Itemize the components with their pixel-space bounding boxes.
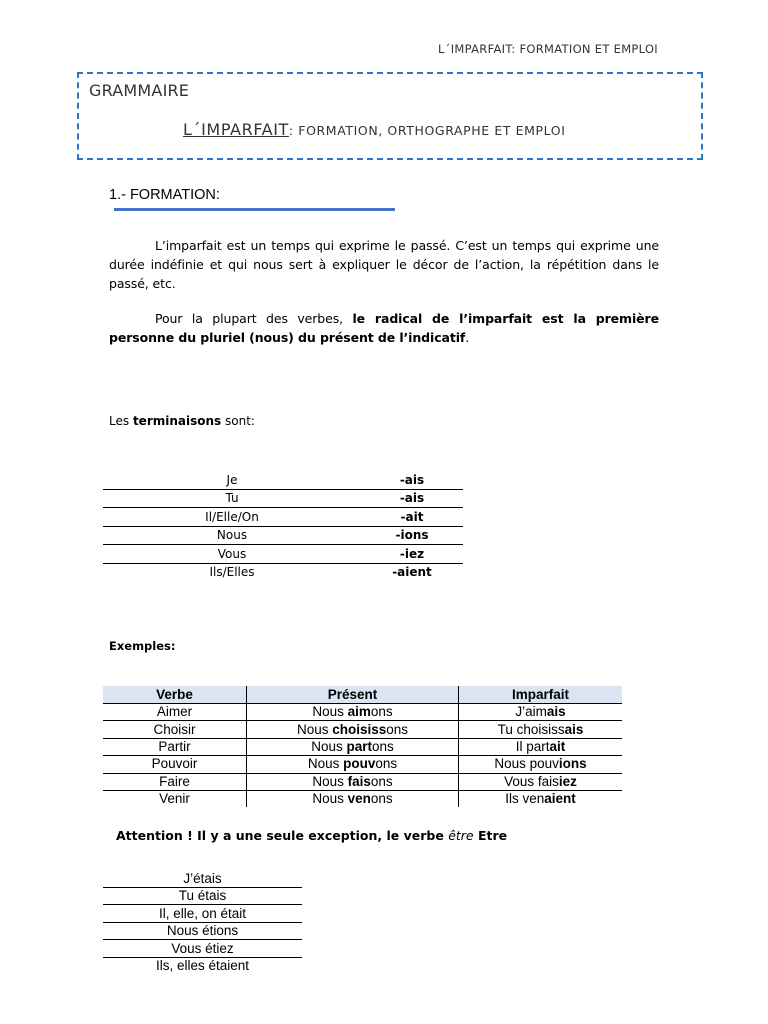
imperfect-ending: ais [564, 721, 584, 737]
imperfect-ending: aient [544, 791, 576, 807]
pronoun-cell: Je [103, 471, 361, 489]
document-title [183, 120, 566, 139]
attention-italic: être [448, 828, 474, 843]
ending-cell: -aient [392, 565, 432, 580]
terminaisons-label-bold: terminaisons [132, 414, 222, 428]
imperfect-stem: Il part [515, 738, 550, 754]
column-header-present: Présent [247, 686, 459, 704]
document-title-rest: : FORMATION, ORTHOGRAPHE ET EMPLOI [288, 123, 566, 138]
present-prefix: Nous [307, 756, 344, 772]
etre-form-cell: Nous étions [103, 922, 302, 940]
present-prefix: Nous [312, 773, 348, 789]
imperfect-ending: ait [549, 738, 566, 754]
terminaisons-label-post: sont: [221, 414, 255, 428]
present-cell [247, 704, 459, 721]
imperfect-stem: Ils ven [505, 791, 545, 807]
attention-text: Attention ! Il y a une seule exception, le verbe [116, 828, 449, 843]
column-header-imperfect: Imparfait [459, 686, 623, 704]
ending-cell: -ais [361, 489, 463, 508]
ending-row [103, 471, 463, 489]
imperfect-ending: ions [558, 756, 587, 772]
etre-row [103, 940, 302, 958]
example-row [103, 738, 622, 755]
pronoun-cell: Ils/Elles [209, 565, 255, 580]
imperfect-stem: J’aim [515, 704, 547, 720]
section-kicker: GRAMMAIRE [89, 81, 190, 100]
etre-row [103, 905, 302, 923]
verb-cell: Partir [103, 738, 247, 755]
imperfect-cell [459, 756, 623, 773]
section-rule [114, 208, 395, 211]
present-prefix: Nous [312, 704, 348, 720]
title-box [77, 72, 703, 160]
etre-row [103, 870, 302, 887]
example-row [103, 773, 622, 790]
etre-conjugation-table [103, 870, 302, 974]
examples-label: Exemples: [109, 639, 176, 653]
attention-tail: Etre [473, 828, 508, 843]
verb-cell: Pouvoir [103, 756, 247, 773]
imperfect-cell [459, 790, 623, 807]
etre-form-cell: Il, elle, on était [103, 905, 302, 923]
pronoun-cell: Vous [103, 545, 361, 564]
present-cell [247, 738, 459, 755]
etre-form-cell: Tu étais [103, 887, 302, 905]
imperfect-cell [459, 721, 623, 738]
paragraph-radical-end: . [465, 330, 470, 345]
imperfect-stem: Tu choisiss [497, 721, 565, 737]
etre-form-cell: Ils, elles étaient [155, 958, 250, 974]
imperfect-cell [459, 738, 623, 755]
present-cell [247, 773, 459, 790]
present-cell [247, 790, 459, 807]
present-stem: pouv [343, 756, 376, 772]
document-title-main: L´IMPARFAIT [183, 120, 289, 139]
present-suffix: ons [370, 704, 393, 720]
present-stem: fais [347, 773, 371, 789]
present-stem: choisiss [332, 721, 387, 737]
imperfect-stem: Vous fais [504, 773, 559, 789]
present-suffix: ons [372, 738, 394, 754]
running-header: L´IMPARFAIT: FORMATION ET EMPLOI [437, 42, 658, 56]
present-prefix: Nous [312, 791, 348, 807]
ending-cell: -ait [361, 508, 463, 527]
column-header-verb: Verbe [103, 686, 247, 704]
verb-cell: Choisir [103, 721, 247, 738]
terminaisons-label [109, 414, 255, 428]
present-stem: ven [347, 791, 371, 807]
ending-cell: -iez [361, 545, 463, 564]
pronoun-cell: Tu [103, 489, 361, 508]
example-row [103, 721, 622, 738]
paragraph-radical [109, 309, 659, 347]
imperfect-cell [459, 773, 623, 790]
verb-cell: Venir [159, 791, 190, 807]
examples-table [103, 686, 622, 807]
attention-note [116, 828, 507, 843]
present-suffix: ons [370, 791, 393, 807]
present-suffix: ons [386, 721, 409, 737]
paragraph-definition [109, 236, 659, 293]
ending-row [103, 508, 463, 527]
example-row [103, 756, 622, 773]
present-stem: aim [347, 704, 371, 720]
etre-form-cell: J’étais [103, 870, 302, 887]
present-stem: part [346, 738, 372, 754]
present-prefix: Nous [296, 721, 333, 737]
example-row [103, 790, 622, 807]
ending-row [103, 526, 463, 545]
paragraph-radical-bold: le radical de l’imparfait est la première personne du pluriel (nous) du présent de l’indicatif [109, 311, 659, 345]
ending-cell: -ions [361, 526, 463, 545]
endings-table [103, 471, 463, 581]
etre-form-cell: Vous étiez [103, 940, 302, 958]
imperfect-ending: iez [558, 773, 577, 789]
imperfect-stem: Nous pouv [494, 756, 559, 772]
example-row [103, 704, 622, 721]
present-cell [247, 721, 459, 738]
ending-row [103, 563, 463, 581]
etre-row [103, 922, 302, 940]
pronoun-cell: Nous [103, 526, 361, 545]
verb-cell: Aimer [103, 704, 247, 721]
ending-cell: -ais [361, 471, 463, 489]
paragraph-radical-text: Pour la plupart des verbes, [155, 311, 353, 326]
verb-cell: Faire [103, 773, 247, 790]
etre-row [103, 957, 302, 974]
paragraph-definition-text: L’imparfait est un temps qui exprime le passé. C’est un temps qui exprime une durée indéfinie et qui nous sert à expliquer le décor de l’action, la répétition dans le passé, etc. [109, 238, 659, 291]
pronoun-cell: Il/Elle/On [103, 508, 361, 527]
present-prefix: Nous [311, 738, 347, 754]
ending-row [103, 489, 463, 508]
examples-header-row [103, 686, 622, 704]
present-suffix: ons [375, 756, 398, 772]
imperfect-ending: ais [546, 704, 566, 720]
etre-row [103, 887, 302, 905]
imperfect-cell [459, 704, 623, 721]
present-suffix: ons [370, 773, 393, 789]
present-cell [247, 756, 459, 773]
terminaisons-label-pre: Les [109, 414, 133, 428]
section-heading: 1.- FORMATION: [109, 187, 220, 203]
ending-row [103, 545, 463, 564]
